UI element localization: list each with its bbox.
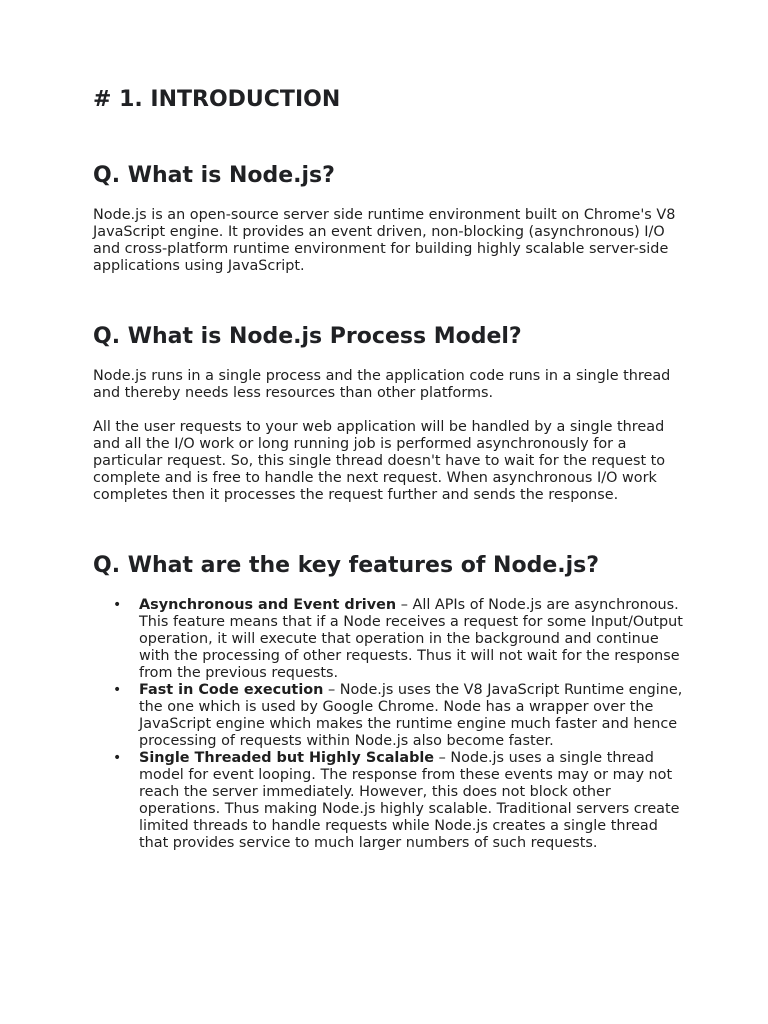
question-key-features: Q. What are the key features of Node.js? [93, 553, 599, 578]
feature-list [93, 597, 683, 852]
feature-name: Single Threaded but Highly Scalable [139, 750, 435, 766]
question-process-model: Q. What is Node.js Process Model? [93, 324, 522, 349]
bullet-icon: • [113, 597, 122, 613]
answer-paragraph: Node.js runs in a single process and the application code runs in a single thread and thereby needs less resources than other platforms. [93, 368, 671, 401]
bullet-icon: • [113, 682, 122, 698]
document-heading: # 1. INTRODUCTION [93, 87, 341, 112]
document-page [93, 86, 683, 852]
feature-name: Asynchronous and Event driven [139, 597, 397, 613]
feature-name: Fast in Code execution [139, 682, 324, 698]
list-item [93, 682, 683, 750]
list-item [93, 750, 683, 852]
answer-paragraph: Node.js is an open-source server side runtime environment built on Chrome's V8 JavaScript engine. It provides an event driven, non-blocking (asynchronous) I/O and cross-platform runtime environment for building highly scalable server-side applications using JavaScript. [93, 207, 676, 274]
answer-paragraph: All the user requests to your web application will be handled by a single thread and all the I/O work or long running job is performed asynchronously for a particular request. So, this single thread doesn't have to wait for the request to complete and is free to handle the next request. When asynchronous I/O work completes then it processes the request further and sends the response. [93, 419, 666, 503]
bullet-icon: • [113, 750, 122, 766]
list-item [93, 597, 683, 682]
question-what-is-nodejs: Q. What is Node.js? [93, 163, 335, 188]
feature-description: – Node.js uses the V8 JavaScript Runtime engine, the one which is used by Google Chrome. Node has a wrapper over the JavaScript engine which makes the runtime engine much faster and hence processing of requests within Node.js also become faster. [139, 682, 683, 749]
feature-description: – Node.js uses a single thread model for event looping. The response from these events may or may not reach the server immediately. However, this does not block other operations. Thus making Node.js highly scalable. Traditional servers create limited threads to handle requests while Node.js creates a single thread that provides service to much larger numbers of such requests. [139, 750, 680, 851]
feature-description: – All APIs of Node.js are asynchronous. This feature means that if a Node receives a request for some Input/Output operation, it will execute that operation in the background and continue with the processing of other requests. Thus it will not wait for the response from the previous requests. [139, 597, 683, 681]
